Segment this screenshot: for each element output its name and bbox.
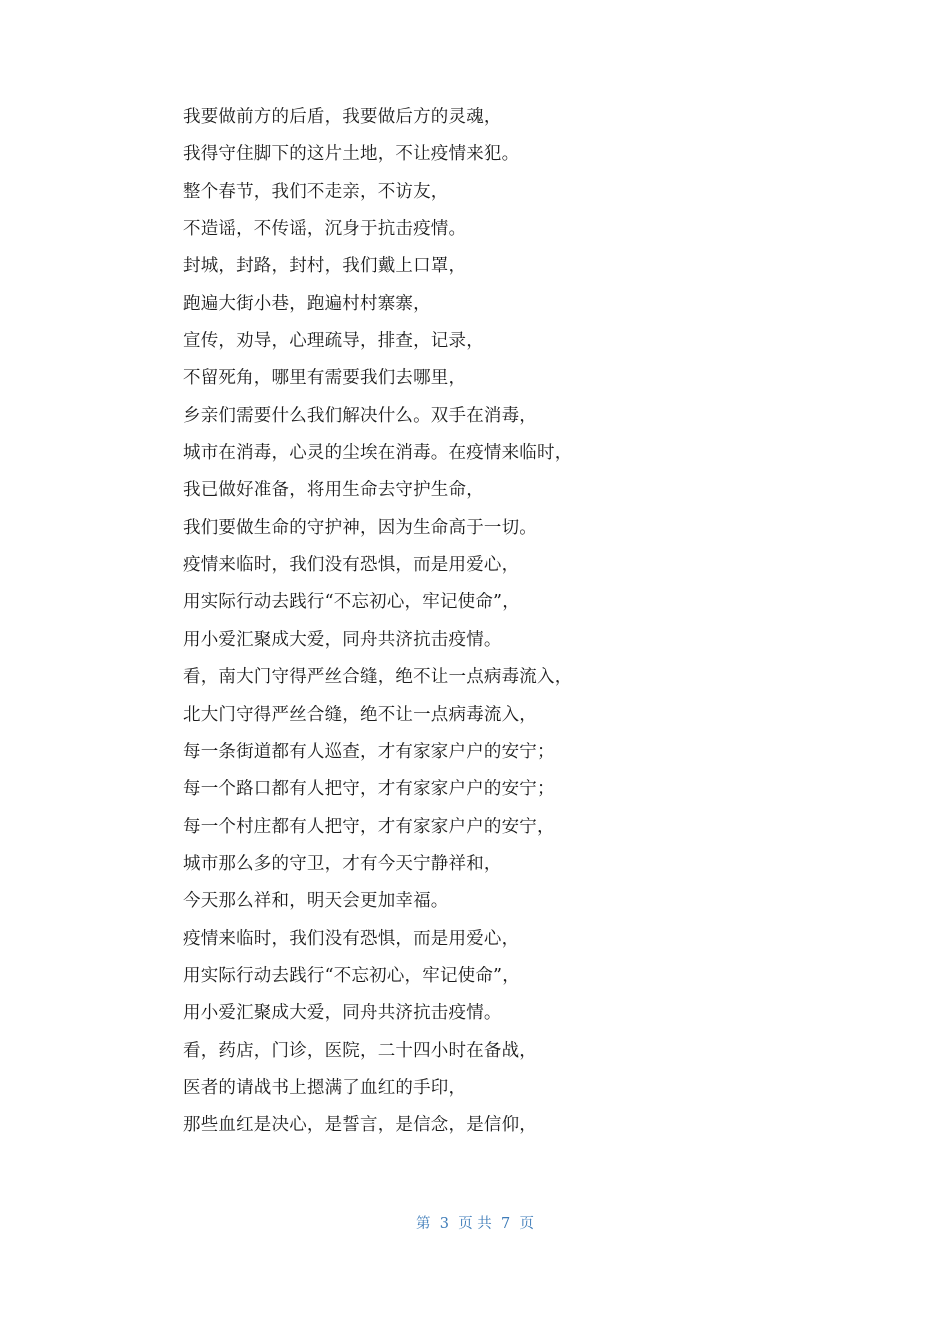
poem-line: 医者的请战书上摁满了血红的手印，: [183, 1077, 467, 1098]
poem-line: 疫情来临时，我们没有恐惧，而是用爱心，: [183, 928, 520, 949]
poem-line: 每一个路口都有人把守，才有家家户户的安宁；: [183, 779, 555, 800]
poem-line: 用小爱汇聚成大爱，同舟共济抗击疫情。: [183, 1003, 502, 1024]
poem-line: 我已做好准备，将用生命去守护生命，: [183, 480, 484, 501]
poem-line: 用实际行动去践行“不忘初心，牢记使命”，: [183, 592, 520, 613]
poem-line: 整个春节，我们不走亲，不访友，: [183, 181, 449, 202]
poem-line: 城市在消毒，心灵的尘埃在消毒。在疫情来临时，: [183, 443, 573, 464]
poem-line: 乡亲们需要什么我们解决什么。双手在消毒，: [183, 405, 537, 426]
poem-line: 看，南大门守得严丝合缝，绝不让一点病毒流入，: [183, 667, 573, 688]
page-number-footer: 第 3 页 共 7 页: [416, 1216, 534, 1232]
poem-line: 我们要做生命的守护神，因为生命高于一切。: [183, 517, 537, 538]
poem-line: 疫情来临时，我们没有恐惧，而是用爱心，: [183, 555, 520, 576]
poem-line: 那些血红是决心，是誓言，是信念，是信仰，: [183, 1115, 537, 1136]
poem-line: 城市那么多的守卫，才有今天宁静祥和，: [183, 853, 502, 874]
poem-line: 跑遍大街小巷，跑遍村村寨寨，: [183, 293, 431, 314]
poem-line: 我得守住脚下的这片土地，不让疫情来犯。: [183, 144, 520, 165]
poem-line: 封城，封路，封村，我们戴上口罩，: [183, 256, 467, 277]
poem-line: 北大门守得严丝合缝，绝不让一点病毒流入，: [183, 704, 537, 725]
poem-line: 每一条街道都有人巡查，才有家家户户的安宁；: [183, 741, 555, 762]
poem-line: 我要做前方的后盾，我要做后方的灵魂，: [183, 107, 502, 127]
poem-line: 宣传，劝导，心理疏导，排查，记录，: [183, 331, 484, 352]
poem-body: [183, 103, 883, 1149]
poem-line: 不造谣，不传谣，沉身于抗击疫情。: [183, 219, 467, 240]
poem-line: 每一个村庄都有人把守，才有家家户户的安宁，: [183, 816, 555, 837]
poem-line: 看，药店，门诊，医院，二十四小时在备战，: [183, 1040, 537, 1061]
poem-line: 用实际行动去践行“不忘初心，牢记使命”，: [183, 965, 520, 986]
poem-line: 用小爱汇聚成大爱，同舟共济抗击疫情。: [183, 629, 502, 650]
poem-line: 今天那么祥和，明天会更加幸福。: [183, 891, 449, 912]
poem-line: 不留死角，哪里有需要我们去哪里，: [183, 368, 467, 389]
